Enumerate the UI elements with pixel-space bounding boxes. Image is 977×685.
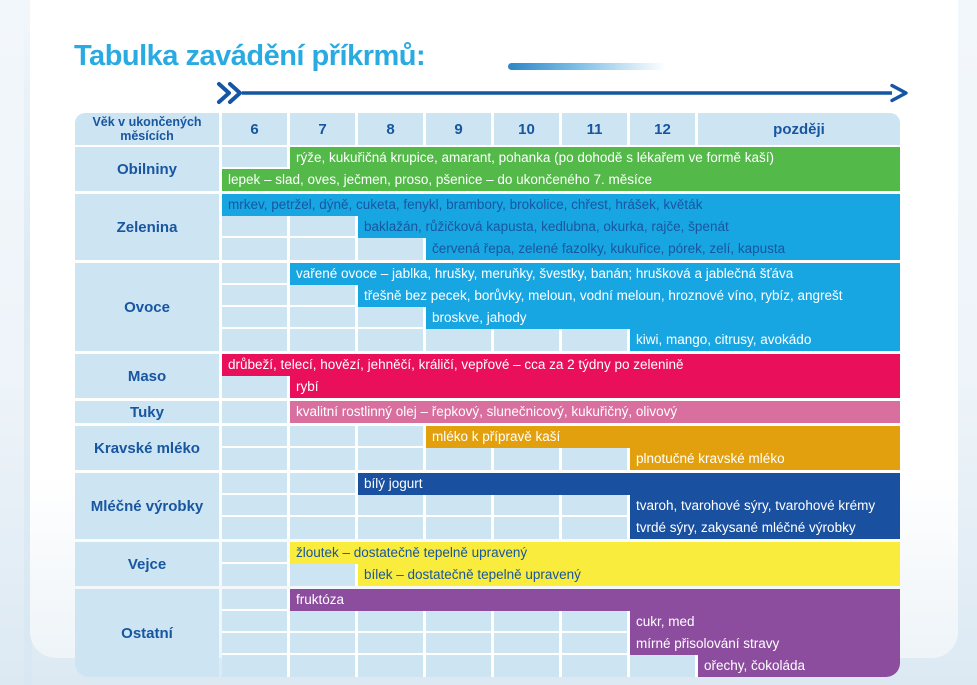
empty-cell	[358, 633, 426, 655]
category-rows	[222, 354, 900, 398]
category-label: Zelenina	[75, 194, 219, 260]
header-month-cell: 9	[426, 113, 491, 145]
empty-cell	[494, 448, 562, 470]
header-month-cell: 7	[290, 113, 355, 145]
category-label: Vejce	[75, 542, 219, 586]
empty-cell	[358, 517, 426, 539]
food-bar: rýže, kukuřičná krupice, amarant, pohanka (po dohodě s lékařem ve formě kaší)	[290, 147, 900, 169]
empty-cell	[290, 564, 358, 586]
food-row	[222, 194, 900, 216]
category-rows	[222, 147, 900, 191]
food-bar: mrkev, petržel, dýně, cuketa, fenykl, brambory, brokolice, chřest, hrášek, květák	[222, 194, 900, 216]
empty-cell	[290, 238, 358, 260]
empty-cell	[426, 517, 494, 539]
empty-cell	[562, 495, 630, 517]
food-bar: lepek – slad, oves, ječmen, proso, pšenice – do ukončeného 7. měsíce	[222, 169, 900, 191]
empty-cell	[562, 448, 630, 470]
food-row	[222, 216, 900, 238]
empty-cell	[290, 329, 358, 351]
header-month-cell: 6	[222, 113, 287, 145]
category-block	[75, 401, 900, 423]
category-label: Ostatní	[75, 589, 219, 677]
empty-cell	[290, 307, 358, 329]
empty-cell	[222, 611, 290, 633]
food-bar: bílý jogurt	[358, 473, 900, 495]
empty-cell	[562, 633, 630, 655]
food-bar: mírné přisolování stravy	[630, 633, 900, 655]
food-row	[222, 147, 900, 169]
food-row	[222, 426, 900, 448]
food-bar: vařené ovoce – jablka, hrušky, meruňky, švestky, banán; hrušková a jablečná šťáva	[290, 263, 900, 285]
category-label: Maso	[75, 354, 219, 398]
empty-cell	[222, 473, 290, 495]
empty-cell	[290, 473, 358, 495]
food-row	[222, 495, 900, 517]
empty-cell	[290, 426, 358, 448]
food-bar: cukr, med	[630, 611, 900, 633]
empty-cell	[358, 238, 426, 260]
empty-cell	[222, 589, 290, 611]
weaning-table	[75, 113, 900, 677]
food-row	[222, 285, 900, 307]
empty-cell	[358, 611, 426, 633]
empty-cell	[222, 426, 290, 448]
empty-cell	[290, 495, 358, 517]
empty-cell	[426, 655, 494, 677]
empty-cell	[494, 495, 562, 517]
category-rows	[222, 194, 900, 260]
food-row	[222, 542, 900, 564]
empty-cell	[358, 495, 426, 517]
empty-cell	[494, 655, 562, 677]
food-row	[222, 611, 900, 633]
empty-cell	[562, 517, 630, 539]
empty-cell	[222, 495, 290, 517]
empty-cell	[358, 307, 426, 329]
category-rows	[222, 426, 900, 470]
table-body	[75, 147, 900, 677]
empty-cell	[426, 495, 494, 517]
empty-cell	[222, 376, 290, 398]
empty-cell	[494, 611, 562, 633]
food-bar: tvrdé sýry, zakysané mléčné výrobky	[630, 517, 900, 539]
category-block	[75, 426, 900, 470]
empty-cell	[222, 401, 290, 423]
food-bar: třešně bez pecek, borůvky, meloun, vodní meloun, hroznové víno, rybíz, angrešt	[358, 285, 900, 307]
empty-cell	[426, 633, 494, 655]
empty-cell	[222, 238, 290, 260]
food-row	[222, 401, 900, 423]
food-row	[222, 307, 900, 329]
category-block	[75, 147, 900, 191]
food-bar: červená řepa, zelené fazolky, kukuřice, pórek, zelí, kapusta	[426, 238, 900, 260]
page-title: Tabulka zavádění příkrmů:	[74, 40, 426, 72]
food-row	[222, 655, 900, 677]
empty-cell	[222, 448, 290, 470]
header-row	[75, 113, 900, 145]
empty-cell	[562, 329, 630, 351]
empty-cell	[222, 147, 290, 169]
category-label: Obilniny	[75, 147, 219, 191]
food-row	[222, 589, 900, 611]
food-bar: kvalitní rostlinný olej – řepkový, slunečnicový, kukuřičný, olivový	[290, 401, 900, 423]
category-label: Ovoce	[75, 263, 219, 351]
empty-cell	[562, 655, 630, 677]
empty-cell	[494, 633, 562, 655]
food-bar: drůbeží, telecí, hovězí, jehněčí, králičí, vepřové – cca za 2 týdny po zelenině	[222, 354, 900, 376]
empty-cell	[290, 633, 358, 655]
empty-cell	[222, 285, 290, 307]
food-row	[222, 329, 900, 351]
food-bar: žloutek – dostatečně tepelně upravený	[290, 542, 900, 564]
food-bar: fruktóza	[290, 589, 900, 611]
food-bar: mléko k přípravě kaší	[426, 426, 900, 448]
header-month-cell: 8	[358, 113, 423, 145]
category-rows	[222, 542, 900, 586]
empty-cell	[358, 448, 426, 470]
food-row	[222, 517, 900, 539]
food-bar: kiwi, mango, citrusy, avokádo	[630, 329, 900, 351]
food-bar: rybí	[290, 376, 900, 398]
empty-cell	[358, 426, 426, 448]
category-rows	[222, 473, 900, 539]
food-row	[222, 564, 900, 586]
food-row	[222, 263, 900, 285]
food-row	[222, 238, 900, 260]
empty-cell	[426, 448, 494, 470]
empty-cell	[358, 655, 426, 677]
food-bar: tvaroh, tvarohové sýry, tvarohové krémy	[630, 495, 900, 517]
empty-cell	[426, 329, 494, 351]
empty-cell	[222, 655, 290, 677]
empty-cell	[426, 611, 494, 633]
food-bar: plnotučné kravské mléko	[630, 448, 900, 470]
empty-cell	[222, 329, 290, 351]
arrow-svg	[216, 81, 912, 105]
empty-cell	[630, 655, 698, 677]
category-label: Kravské mléko	[75, 426, 219, 470]
food-row	[222, 376, 900, 398]
empty-cell	[222, 307, 290, 329]
empty-cell	[222, 517, 290, 539]
empty-cell	[290, 448, 358, 470]
category-block	[75, 542, 900, 586]
empty-cell	[494, 517, 562, 539]
empty-cell	[222, 542, 290, 564]
category-block	[75, 263, 900, 351]
empty-cell	[290, 517, 358, 539]
empty-cell	[290, 216, 358, 238]
category-block	[75, 354, 900, 398]
swoosh-decoration	[508, 63, 666, 70]
category-block	[75, 473, 900, 539]
food-row	[222, 633, 900, 655]
empty-cell	[358, 329, 426, 351]
empty-cell	[222, 564, 290, 586]
header-month-cell: 10	[494, 113, 559, 145]
category-block	[75, 589, 900, 677]
header-month-cell: 11	[562, 113, 627, 145]
food-row	[222, 169, 900, 191]
empty-cell	[222, 263, 290, 285]
empty-cell	[290, 611, 358, 633]
empty-cell	[290, 285, 358, 307]
timeline-arrow-icon	[216, 81, 912, 105]
food-row	[222, 354, 900, 376]
category-rows	[222, 401, 900, 423]
food-row	[222, 448, 900, 470]
empty-cell	[290, 655, 358, 677]
empty-cell	[494, 329, 562, 351]
header-age-label: Věk v ukončených měsících	[75, 113, 219, 145]
food-bar: ořechy, čokoláda	[698, 655, 900, 677]
empty-cell	[562, 611, 630, 633]
empty-cell	[222, 633, 290, 655]
header-later-cell: později	[698, 113, 900, 145]
food-row	[222, 473, 900, 495]
category-label: Mléčné výrobky	[75, 473, 219, 539]
food-bar: baklažán, růžičková kapusta, kedlubna, okurka, rajče, špenát	[358, 216, 900, 238]
empty-cell	[222, 216, 290, 238]
food-bar: broskve, jahody	[426, 307, 900, 329]
header-month-cell: 12	[630, 113, 695, 145]
category-rows	[222, 589, 900, 677]
food-bar: bílek – dostatečně tepelně upravený	[358, 564, 900, 586]
category-block	[75, 194, 900, 260]
category-rows	[222, 263, 900, 351]
category-label: Tuky	[75, 401, 219, 423]
